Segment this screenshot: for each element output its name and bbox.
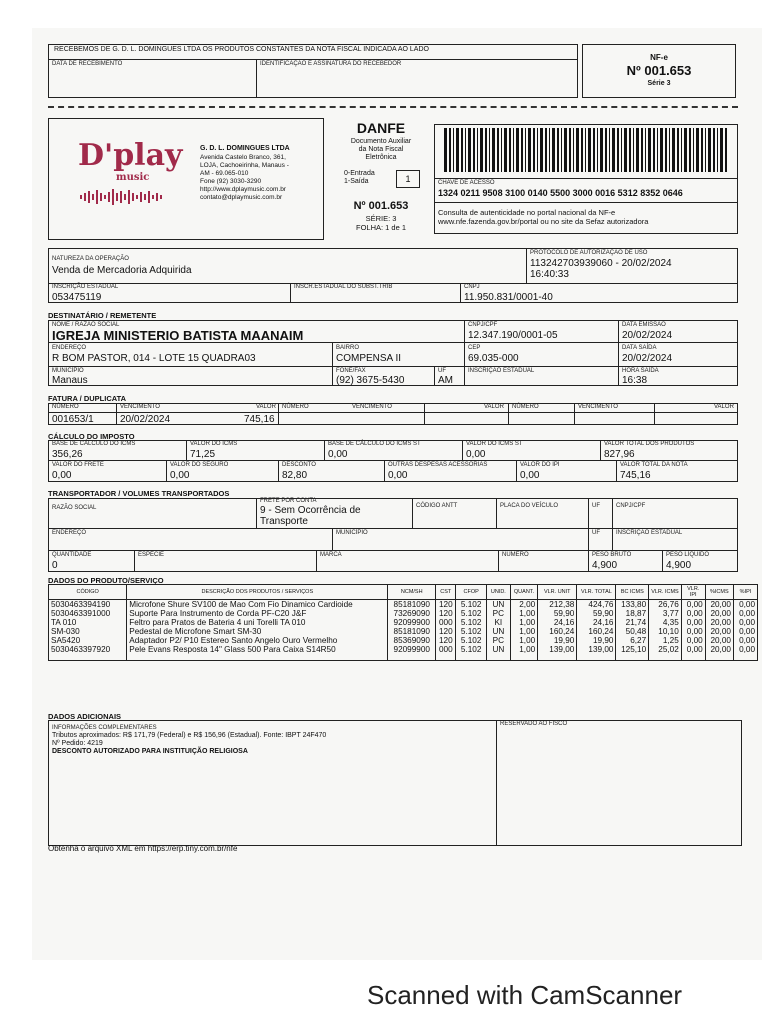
canhoto-text: RECEBEMOS DE G. D. L. DOMINGUES LTDA OS PRODUTOS CONSTANTES DA NOTA FISCAL INDICADA AO LADO	[54, 46, 429, 53]
table-cell: 5.102	[456, 645, 486, 654]
camscanner-watermark: Scanned with CamScanner	[367, 980, 683, 1010]
table-row	[49, 636, 758, 645]
table-header-cell: CÓDIGO	[49, 585, 127, 600]
table-cell: 20,00	[705, 600, 733, 610]
table-cell: 1,00	[510, 618, 537, 627]
destinatario-nome: IGREJA MINISTERIO BATISTA MAANAIM	[52, 328, 304, 343]
barcode-bar	[593, 128, 595, 172]
table-cell: 59,90	[538, 609, 577, 618]
table-cell: 6,27	[616, 636, 649, 645]
bc-icms-st: 0,00	[328, 449, 348, 460]
barcode-bar	[588, 128, 591, 172]
cut-line	[48, 106, 738, 108]
table-cell: 21,74	[616, 618, 649, 627]
table-cell: Pele Evans Resposta 14" Glass 500 Para Caixa S14R50	[127, 645, 388, 654]
table-cell: 20,00	[705, 645, 733, 654]
barcode-bar	[693, 128, 694, 172]
barcode-bar	[501, 128, 502, 172]
barcode-bar	[533, 128, 535, 172]
table-row	[49, 618, 758, 627]
logo-sub: music	[116, 172, 150, 183]
destinatario-municipio: Manaus	[52, 375, 88, 386]
table-cell: 20,00	[705, 609, 733, 618]
company-logo: D'play	[78, 138, 183, 173]
emitente-address: Avenida Castelo Branco, 361, LOJA, Cachoeirinha, Manaus - AM - 69.065-010 Fone (92) 3030-3290 http://www.dplaymusic.com.br contato@dplaymusic.com.br	[200, 154, 289, 201]
table-cell: 1,25	[649, 636, 682, 645]
data-saida: 20/02/2024	[622, 353, 673, 364]
identificacao-label: IDENTIFICAÇÃO E ASSINATURA DO RECEBEDOR	[260, 61, 402, 67]
produtos-section: DADOS DO PRODUTO/SERVIÇO	[48, 576, 164, 585]
barcode-bar	[660, 128, 663, 172]
canhoto-nfe-serie: Série 3	[647, 80, 671, 87]
barcode-bar	[444, 128, 447, 172]
barcode-bar	[621, 128, 622, 172]
table-cell: Adaptador P2/ P10 Estereo Santo Angelo Ouro Vermelho	[127, 636, 388, 645]
danfe-title: DANFE	[356, 120, 406, 136]
table-header-cell: UNID.	[486, 585, 510, 600]
barcode-bar	[645, 128, 646, 172]
table-cell: 0,00	[681, 645, 705, 654]
barcode-bar	[497, 128, 499, 172]
barcode-bar	[569, 128, 571, 172]
danfe-page: RECEBEMOS DE G. D. L. DOMINGUES LTDA OS PRODUTOS CONSTANTES DA NOTA FISCAL INDICADA AO LADO DATA DE RECEBIMENTO IDENTIFICAÇÃO E ASSINATURA DO RECEBEDOR NF-e Nº 001.653 Série 3 D'play music G. D. L. DOMINGUES LTDA Avenida Castelo Branco, 361, LOJA, Cachoeirinha, Manaus - AM - 69.065-010 Fone (92) 3030-3290 http://www.dplaymusic.com.br contato@dplaymusic.com.br DANFE Documento Auxiliar da Nota Fiscal Eletrônica 0-Entrada 1-Saída 1 Nº 001.653 SÉRIE: 3 FOLHA: 1 de 1 CHAVE DE ACESSO 1324 0211 9508 3100 0140 5500 3000 0016 5312 8352 0646 Consulta de autenticidade no portal nacional da NF-e www.nfe.fazenda.gov.br/portal ou no site da Sefaz autorizadora NATUREZA DA OPERAÇÃO Venda de Mercadoria Adquirida PROTOCOLO DE AUTORIZAÇÃO DE USO 113242703939060 - 20/02/2024 16:40:33 INSCRIÇÃO ESTADUAL 053475119 INSCR.ESTADUAL DO SUBST.TRIB CNPJ 11.950.831/0001-40 DESTINATÁRIO / REMETENTE NOME / RAZÃO SOCIAL IGREJA MINISTERIO BATISTA MAANAIM CNPJ/CPF 12.347.190/0001-05 DATA EMISSÃO 20/02/2024 ENDEREÇO R BOM PASTOR, 014 - LOTE 15 QUADRA03 BAIRRO COMPENSA II CEP 69.035-000 DATA SAÍDA 20/02/2024 MUNICÍPIO Manaus FONE/FAX (92) 3675-5430 UF AM INSCRIÇÃO ESTADUAL HORA SAÍDA 16:38 FATURA / DUPLICATA NÚMERO VENCIMENTO VALOR NÚMERO VENCIMENTO VALOR NÚMERO VENCIMENTO VALOR 001653/1 20/02/2024 745,16 CÁLCULO DO IMPOSTO BASE DE CÁLCULO DO ICMS 356,26 VALOR DO ICMS 71,25 BASE DE CÁLCULO DO ICMS ST 0,00 VALOR DO ICMS ST 0,00 VALOR TOTAL DOS PRODUTOS 827,96 VALOR DO FRETE 0,00 VALOR DO SEGURO 0,00 DESCONTO 82,80 OUTRAS DESPESAS ACESSÓRIAS 0,00 VALOR DO IPI 0,00 VALOR TOTAL DA NOTA 745,16 TRANSPORTADOR / VOLUMES TRANSPORTADOS RAZÃO SOCIAL FRETE POR CONTA 9 - Sem Ocorrência de Transporte CÓDIGO ANTT PLACA DO VEÍCULO UF CNPJ/CPF ENDEREÇO MUNICÍPIO UF INSCRIÇÃO ESTADUAL QUANTIDADE 0 ESPÉCIE MARCA NÚMERO PESO BRUTO 4,900 PESO LÍQUIDO 4,900 DADOS DO PRODUTO/SERVIÇO CÓDIGO DESCRIÇÃO DOS PRODUTOS / SERVIÇOS NCM/SH CST CFOP UNID. QUANT. VLR. UNIT VLR. TOTAL BC ICMS VLR. ICMS VLR. IPI %ICMS %IPI 5030463394190 Microfone Shure SV100 de Mao Com Fio Dinamico Cardioide 85181090 120 5.102 UN 2,00 212,38 424,76 133,80 26,76 0,00 20,00 0,00 5030463391000 Suporte Para Instrumento de Corda PF-C20 J&F 73269090 120 5.102 PC 1,00 59,90 59,90 18,87 3,77 0,00 20,00 0,00 TA 010 Feltro para Pratos de Bateria 4 uni Torelli TA 010 92099900 000 5.102 KI 1,00 24,16 24,16 21,74 4,35 0,00 20,00 0,00 SM-030 Pedestal de Microfone Smart SM-30 85181090 120 5.102 UN 1,00 160,24 160,24 50,48 10,10 0,00 20,00 0,00 SA5420 Adaptador P2/ P10 Estereo Santo Angelo Ouro Vermelho 85369090 120 5.102 PC 1,00 19,90 19,90 6,27 1,25 0,00 20,00 0,00 5030463397920 Pele Evans Resposta 14" Glass 500 Para Caixa S14R50 92099900 000 5.102 UN 1,00 139,00 139,00 125,10 25,02 0,00 20,00 0,00 DADOS ADICIONAIS INFORMAÇÕES COMPLEMENTARES Tributos aproximados: R$ 171,79 (Federal) e R$ 156,96 (Estadual). Fonte: IBPT 24F470 Nº Pedido: 4219 DESCONTO AUTORIZADO PARA INSTITUIÇÃO RELIGIOSA RESERVADO AO FISCO Obtenha o arquivo XML em https://erp.tiny.com.br/nfe	[32, 28, 762, 960]
protocolo-value: 113242703939060 - 20/02/2024	[530, 258, 672, 269]
table-cell: 0,00	[733, 636, 757, 645]
peso-liquido: 4,900	[666, 560, 692, 571]
canhoto-nfe-label: NF-e	[650, 53, 668, 62]
emitente-name: G. D. L. DOMINGUES LTDA	[200, 145, 290, 152]
protocolo-time: 16:40:33	[530, 269, 569, 280]
valor-icms-st: 0,00	[466, 449, 486, 460]
barcode-bar	[629, 128, 631, 172]
table-row	[49, 645, 758, 654]
outras-despesas: 0,00	[388, 470, 408, 481]
barcode-bar	[609, 128, 610, 172]
table-cell: 139,00	[577, 645, 616, 654]
barcode-bar	[449, 128, 451, 172]
table-header-cell: CST	[436, 585, 456, 600]
barcode-bar	[549, 128, 550, 172]
barcode-bar	[717, 128, 718, 172]
barcode-bar	[648, 128, 651, 172]
table-cell: 5030463391000	[49, 609, 127, 618]
table-cell: 5.102	[456, 609, 486, 618]
imposto-section: CÁLCULO DO IMPOSTO	[48, 432, 135, 441]
barcode-bar	[573, 128, 574, 172]
barcode-bar	[525, 128, 526, 172]
data-recebimento-label: DATA DE RECEBIMENTO	[52, 61, 123, 67]
barcode-bar	[713, 128, 715, 172]
cnpj-emitente: 11.950.831/0001-40	[464, 292, 553, 303]
table-cell: 160,24	[577, 627, 616, 636]
barcode-bar	[653, 128, 655, 172]
barcode-bar	[477, 128, 478, 172]
valor-icms: 71,25	[190, 449, 216, 460]
table-cell: 5.102	[456, 636, 486, 645]
table-cell: 120	[436, 609, 456, 618]
barcode-bar	[516, 128, 519, 172]
barcode-bar	[657, 128, 658, 172]
table-cell: 85369090	[388, 636, 436, 645]
table-cell: 0,00	[681, 627, 705, 636]
barcode-bar	[665, 128, 667, 172]
table-cell: 120	[436, 636, 456, 645]
destinatario-cnpj: 12.347.190/0001-05	[468, 330, 558, 341]
table-cell: 0,00	[733, 600, 757, 610]
barcode-bar	[485, 128, 487, 172]
barcode-bar	[537, 128, 538, 172]
barcode-bar	[465, 128, 466, 172]
table-row	[49, 627, 758, 636]
barcode-bar	[557, 128, 559, 172]
destinatario-bairro: COMPENSA II	[336, 353, 402, 364]
barcode-bar	[473, 128, 475, 172]
chave-label: CHAVE DE ACESSO	[438, 180, 495, 186]
table-cell: 1,00	[510, 627, 537, 636]
table-cell: 20,00	[705, 636, 733, 645]
barcode-bar	[612, 128, 615, 172]
soundwave-icon	[78, 188, 168, 206]
table-cell: 0,00	[733, 609, 757, 618]
peso-bruto: 4,900	[592, 560, 618, 571]
table-cell: 0,00	[733, 627, 757, 636]
table-cell: UN	[486, 600, 510, 610]
fatura-vencimento: 20/02/2024	[120, 414, 171, 425]
barcode-bar	[636, 128, 639, 172]
valor-frete: 0,00	[52, 470, 72, 481]
barcode-bar	[708, 128, 711, 172]
barcode-bar	[597, 128, 598, 172]
danfe-tipo-options: 0-Entrada 1-Saída	[344, 170, 375, 185]
table-row	[49, 600, 758, 610]
barcode-bar	[564, 128, 567, 172]
table-cell: 25,02	[649, 645, 682, 654]
danfe-numero: Nº 001.653	[353, 200, 409, 212]
table-cell: 000	[436, 618, 456, 627]
table-header-cell: VLR. TOTAL	[577, 585, 616, 600]
consulta-text: Consulta de autenticidade no portal nacional da NF-e www.nfe.fazenda.gov.br/portal ou no site da Sefaz autorizadora	[438, 208, 649, 226]
products-table	[48, 584, 758, 661]
table-header-cell: VLR. IPI	[681, 585, 705, 600]
table-cell: 1,00	[510, 645, 537, 654]
barcode-bar	[720, 128, 723, 172]
table-cell: KI	[486, 618, 510, 627]
barcode-icon	[444, 128, 730, 172]
transporte-section: TRANSPORTADOR / VOLUMES TRANSPORTADOS	[48, 489, 230, 498]
barcode-bar	[689, 128, 691, 172]
destinatario-endereco: R BOM PASTOR, 014 - LOTE 15 QUADRA03	[52, 353, 256, 364]
barcode-bar	[600, 128, 603, 172]
table-cell: 0,00	[681, 609, 705, 618]
table-header-cell: %ICMS	[705, 585, 733, 600]
barcode-bar	[684, 128, 687, 172]
valor-nota: 745,16	[620, 470, 651, 481]
barcode-bar	[489, 128, 490, 172]
danfe-subtitle: Documento Auxiliar da Nota Fiscal Eletrônica	[350, 138, 412, 161]
barcode-bar	[540, 128, 543, 172]
table-cell: 26,76	[649, 600, 682, 610]
danfe-serie-folha: SÉRIE: 3 FOLHA: 1 de 1	[355, 214, 407, 232]
data-emissao: 20/02/2024	[622, 330, 673, 341]
table-cell: SA5420	[49, 636, 127, 645]
table-cell: 424,76	[577, 600, 616, 610]
barcode-bar	[521, 128, 523, 172]
table-header-cell: BC ICMS	[616, 585, 649, 600]
table-cell: PC	[486, 636, 510, 645]
frete-modalidade: 9 - Sem Ocorrência de	[260, 505, 361, 516]
barcode-bar	[480, 128, 483, 172]
table-cell: Suporte Para Instrumento de Corda PF-C20 J&F	[127, 609, 388, 618]
table-cell: 5030463394190	[49, 600, 127, 610]
chave-value: 1324 0211 9508 3100 0140 5500 3000 0016 5312 8352 0646	[438, 188, 683, 198]
ie-value: 053475119	[52, 292, 102, 303]
table-header-cell: QUANT.	[510, 585, 537, 600]
table-cell: 19,90	[577, 636, 616, 645]
barcode-bar	[725, 128, 727, 172]
natureza-value: Venda de Mercadoria Adquirida	[52, 265, 192, 276]
valor-produtos: 827,96	[604, 449, 635, 460]
barcode-bar	[461, 128, 463, 172]
table-cell: 5030463397920	[49, 645, 127, 654]
valor-ipi: 0,00	[520, 470, 540, 481]
barcode-bar	[641, 128, 643, 172]
table-cell: PC	[486, 609, 510, 618]
table-cell: 73269090	[388, 609, 436, 618]
barcode-bar	[456, 128, 459, 172]
barcode-bar	[585, 128, 586, 172]
table-cell: 18,87	[616, 609, 649, 618]
barcode-bar	[509, 128, 511, 172]
hora-saida: 16:38	[622, 375, 648, 386]
danfe-tipo-box: 1	[396, 170, 420, 188]
barcode-bar	[669, 128, 670, 172]
table-cell: 0,00	[733, 645, 757, 654]
table-cell: 3,77	[649, 609, 682, 618]
table-cell: 4,35	[649, 618, 682, 627]
valor-seguro: 0,00	[170, 470, 190, 481]
barcode-bar	[576, 128, 579, 172]
table-header-cell: NCM/SH	[388, 585, 436, 600]
barcode-bar	[552, 128, 555, 172]
barcode-bar	[581, 128, 583, 172]
table-cell: 0,00	[681, 636, 705, 645]
barcode-bar	[545, 128, 547, 172]
table-cell: 85181090	[388, 600, 436, 610]
barcode-bar	[672, 128, 675, 172]
barcode-bar	[492, 128, 495, 172]
table-cell: TA 010	[49, 618, 127, 627]
table-cell: 120	[436, 600, 456, 610]
adicionais-section: DADOS ADICIONAIS	[48, 712, 122, 721]
barcode-bar	[513, 128, 514, 172]
table-cell: UN	[486, 645, 510, 654]
table-cell: 24,16	[538, 618, 577, 627]
table-cell: 0,00	[733, 618, 757, 627]
table-row	[49, 609, 758, 618]
table-header-cell: DESCRIÇÃO DOS PRODUTOS / SERVIÇOS	[127, 585, 388, 600]
table-cell: 59,90	[577, 609, 616, 618]
barcode-bar	[453, 128, 454, 172]
table-cell: 2,00	[510, 600, 537, 610]
barcode-bar	[468, 128, 471, 172]
destinatario-cep: 69.035-000	[468, 353, 519, 364]
barcode-bar	[617, 128, 619, 172]
barcode-bar	[696, 128, 699, 172]
fatura-valor: 745,16	[244, 414, 275, 425]
table-cell: 0,00	[681, 618, 705, 627]
barcode-bar	[701, 128, 703, 172]
table-header-row	[49, 585, 758, 600]
table-cell: Microfone Shure SV100 de Mao Com Fio Dinamico Cardioide	[127, 600, 388, 610]
informacoes-complementares: Tributos aproximados: R$ 171,79 (Federal) e R$ 156,96 (Estadual). Fonte: IBPT 24F470 Nº Pedido: 4219 DESCONTO AUTORIZADO PARA INSTITUIÇÃO RELIGIOSA	[52, 732, 327, 755]
table-cell: 160,24	[538, 627, 577, 636]
table-cell: 5.102	[456, 600, 486, 610]
table-cell: Feltro para Pratos de Bateria 4 uni Torelli TA 010	[127, 618, 388, 627]
table-cell: 5.102	[456, 627, 486, 636]
barcode-bar	[705, 128, 706, 172]
table-header-cell: CFOP	[456, 585, 486, 600]
table-cell: 19,90	[538, 636, 577, 645]
table-cell: 212,38	[538, 600, 577, 610]
table-cell: 133,80	[616, 600, 649, 610]
canhoto-nfe-number: Nº 001.653	[626, 63, 692, 78]
table-cell: 0,00	[681, 600, 705, 610]
destinatario-section: DESTINATÁRIO / REMETENTE	[48, 311, 157, 320]
table-cell: 20,00	[705, 618, 733, 627]
table-cell: 24,16	[577, 618, 616, 627]
table-cell: 125,10	[616, 645, 649, 654]
table-header-cell: VLR. ICMS	[649, 585, 682, 600]
table-cell: 5.102	[456, 618, 486, 627]
table-cell: 85181090	[388, 627, 436, 636]
barcode-bar	[624, 128, 627, 172]
table-cell: Pedestal de Microfone Smart SM-30	[127, 627, 388, 636]
table-cell: 92099900	[388, 618, 436, 627]
table-cell: 139,00	[538, 645, 577, 654]
xml-link[interactable]: Obtenha o arquivo XML em https://erp.tiny.com.br/nfe	[48, 844, 238, 853]
transporte-quantidade: 0	[52, 560, 58, 571]
barcode-bar	[681, 128, 682, 172]
table-cell: 20,00	[705, 627, 733, 636]
fatura-numero: 001653/1	[52, 414, 94, 425]
table-cell: 92099900	[388, 645, 436, 654]
barcode-bar	[605, 128, 607, 172]
table-cell: 120	[436, 627, 456, 636]
table-cell: UN	[486, 627, 510, 636]
table-filler-row	[49, 654, 758, 661]
barcode-bar	[633, 128, 634, 172]
barcode-bar	[677, 128, 679, 172]
table-cell: 1,00	[510, 636, 537, 645]
table-cell: SM-030	[49, 627, 127, 636]
fatura-section: FATURA / DUPLICATA	[48, 394, 127, 403]
inscricao-box	[48, 283, 738, 303]
table-header-cell: VLR. UNIT	[538, 585, 577, 600]
barcode-bar	[528, 128, 531, 172]
destinatario-uf: AM	[438, 375, 453, 386]
destinatario-fone: (92) 3675-5430	[336, 375, 405, 386]
barcode-bar	[504, 128, 507, 172]
table-cell: 10,10	[649, 627, 682, 636]
table-header-cell: %IPI	[733, 585, 757, 600]
desconto: 82,80	[282, 470, 308, 481]
barcode-bar	[561, 128, 562, 172]
table-cell: 50,48	[616, 627, 649, 636]
table-cell: 000	[436, 645, 456, 654]
table-cell: 1,00	[510, 609, 537, 618]
bc-icms: 356,26	[52, 449, 83, 460]
